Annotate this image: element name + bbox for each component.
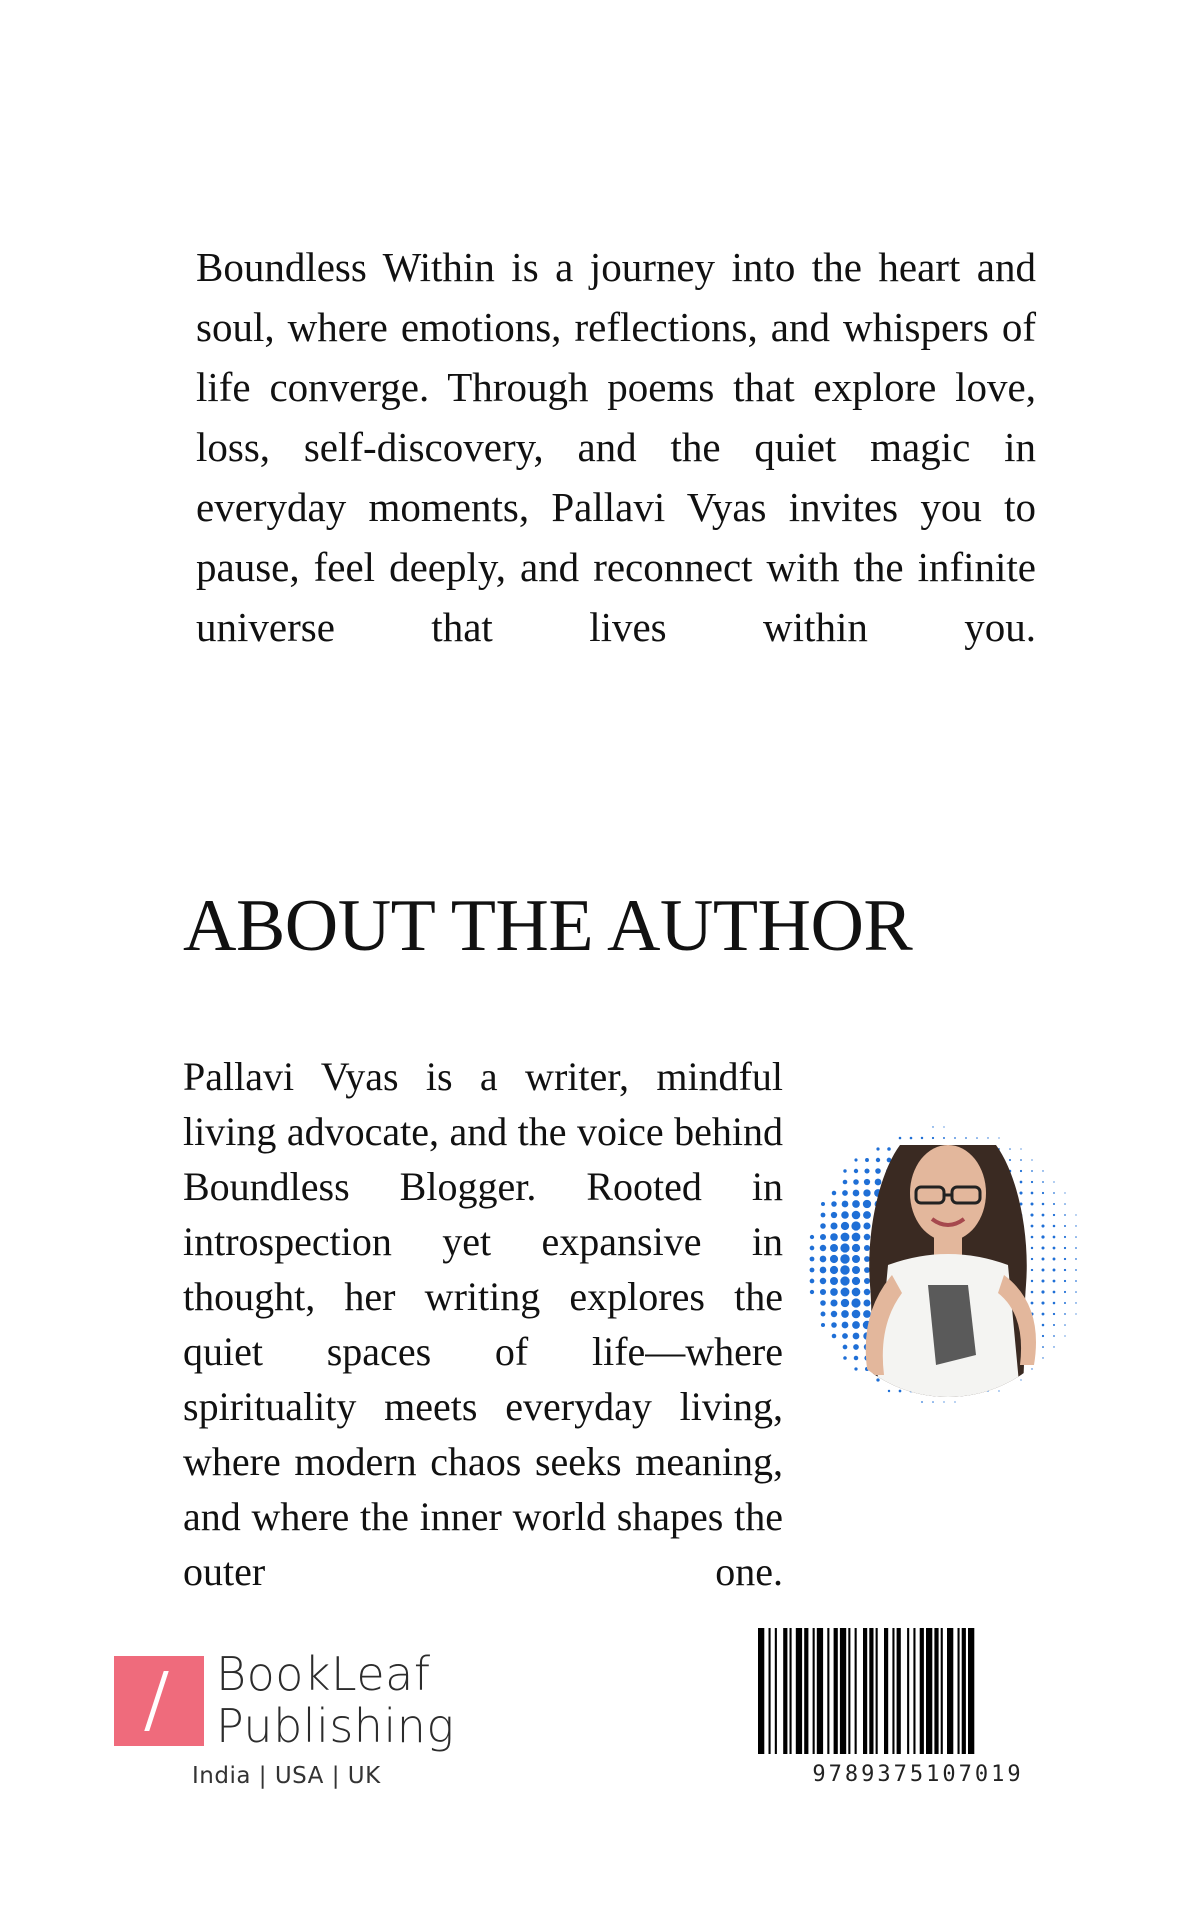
- halftone-dot: [1031, 1181, 1033, 1183]
- halftone-dot: [864, 1289, 870, 1295]
- halftone-dot: [832, 1334, 837, 1339]
- halftone-dot: [810, 1268, 815, 1273]
- halftone-dot: [954, 1137, 956, 1139]
- halftone-dot: [863, 1222, 870, 1229]
- halftone-dot: [852, 1233, 861, 1242]
- publisher-name-line2: Publishing: [216, 1699, 455, 1753]
- halftone-dot: [1031, 1236, 1034, 1239]
- barcode-bar: [934, 1628, 938, 1754]
- halftone-dot: [830, 1288, 838, 1296]
- halftone-dot: [932, 1137, 934, 1139]
- halftone-dot: [841, 1299, 849, 1307]
- halftone-dot: [1053, 1302, 1056, 1305]
- halftone-dot: [851, 1298, 860, 1307]
- halftone-dot: [843, 1180, 848, 1185]
- halftone-dot: [1075, 1280, 1077, 1282]
- halftone-dot: [1053, 1324, 1055, 1326]
- author-portrait-illustration: [808, 1115, 1086, 1415]
- barcode-bar: [962, 1628, 966, 1754]
- barcode-bar: [907, 1628, 909, 1754]
- halftone-dot: [1031, 1170, 1033, 1172]
- halftone-dot: [1041, 1301, 1044, 1304]
- halftone-dot: [1075, 1302, 1076, 1303]
- halftone-dot: [1053, 1181, 1054, 1182]
- barcode-bar: [848, 1628, 850, 1754]
- halftone-dot: [1053, 1335, 1055, 1337]
- halftone-dot: [810, 1235, 814, 1239]
- halftone-dot: [1031, 1280, 1033, 1282]
- halftone-dot: [954, 1401, 955, 1402]
- halftone-dot: [820, 1223, 826, 1229]
- halftone-dot: [852, 1211, 861, 1220]
- halftone-dot: [840, 1265, 849, 1274]
- halftone-dot: [820, 1267, 827, 1274]
- halftone-dot: [1053, 1280, 1056, 1283]
- halftone-dot: [853, 1333, 860, 1340]
- halftone-dot: [1042, 1214, 1045, 1217]
- halftone-dot: [1053, 1346, 1054, 1347]
- halftone-dot: [943, 1401, 944, 1402]
- slash-icon: [144, 1671, 168, 1731]
- halftone-dot: [1041, 1279, 1044, 1282]
- halftone-dot: [1064, 1335, 1065, 1336]
- halftone-dot: [1064, 1247, 1066, 1249]
- halftone-dot: [1053, 1313, 1055, 1315]
- halftone-dot: [1064, 1313, 1066, 1315]
- halftone-dot: [932, 1126, 933, 1127]
- halftone-dot: [1075, 1269, 1077, 1271]
- halftone-dot: [830, 1244, 838, 1252]
- halftone-dot: [852, 1266, 860, 1274]
- halftone-dot: [1075, 1214, 1076, 1215]
- halftone-dot: [998, 1390, 999, 1391]
- barcode-bar: [834, 1628, 838, 1754]
- halftone-dot: [1053, 1214, 1055, 1216]
- barcode-bar: [892, 1628, 894, 1754]
- barcode-bar: [855, 1628, 857, 1754]
- halftone-dot: [1009, 1148, 1011, 1150]
- halftone-dot: [841, 1288, 850, 1297]
- isbn-number: 9789375107019: [812, 1762, 1024, 1787]
- halftone-dot: [832, 1191, 836, 1195]
- halftone-dot: [810, 1279, 815, 1284]
- halftone-dot: [876, 1158, 880, 1162]
- halftone-dot: [843, 1345, 848, 1350]
- halftone-dot: [1042, 1269, 1045, 1272]
- about-author-heading: ABOUT THE AUTHOR: [183, 885, 913, 967]
- barcode-bar: [840, 1628, 846, 1754]
- halftone-dot: [863, 1310, 871, 1318]
- halftone-dot: [1042, 1346, 1044, 1348]
- halftone-dot: [864, 1278, 870, 1284]
- halftone-dot: [1041, 1290, 1044, 1293]
- halftone-dot: [1053, 1269, 1056, 1272]
- barcode-bar: [796, 1628, 802, 1754]
- halftone-dot: [821, 1323, 825, 1327]
- halftone-dot: [831, 1201, 836, 1206]
- halftone-dot: [864, 1245, 870, 1251]
- halftone-dot: [852, 1321, 860, 1329]
- barcode-bar: [827, 1628, 829, 1754]
- halftone-dot: [852, 1277, 860, 1285]
- barcode-bar: [884, 1628, 888, 1754]
- halftone-dot: [831, 1322, 837, 1328]
- halftone-dot: [1031, 1159, 1032, 1160]
- halftone-dot: [840, 1243, 849, 1252]
- halftone-dot: [840, 1276, 849, 1285]
- halftone-dot: [1075, 1291, 1077, 1293]
- halftone-dot: [1042, 1357, 1043, 1358]
- halftone-dot: [1031, 1258, 1033, 1260]
- halftone-dot: [1020, 1181, 1023, 1184]
- halftone-dot: [1053, 1203, 1055, 1205]
- halftone-dot: [1064, 1280, 1066, 1282]
- halftone-dot: [1053, 1192, 1055, 1194]
- halftone-dot: [831, 1311, 837, 1317]
- barcode-bar: [769, 1628, 771, 1754]
- barcode-bar: [775, 1628, 777, 1754]
- halftone-dot: [976, 1137, 978, 1139]
- halftone-dot: [852, 1200, 860, 1208]
- halftone-dot: [1020, 1148, 1021, 1149]
- halftone-dot: [1031, 1192, 1034, 1195]
- halftone-dot: [820, 1245, 826, 1251]
- halftone-dot: [821, 1312, 826, 1317]
- halftone-dot: [821, 1213, 826, 1218]
- halftone-dot: [841, 1211, 849, 1219]
- barcode-bar: [913, 1628, 915, 1754]
- halftone-dot: [830, 1222, 837, 1229]
- halftone-dot: [830, 1277, 838, 1285]
- halftone-dot: [821, 1202, 825, 1206]
- halftone-dot: [1020, 1159, 1022, 1161]
- publisher-name-line1: BookLeaf: [216, 1647, 431, 1701]
- halftone-dot: [1075, 1258, 1077, 1260]
- halftone-dot: [932, 1401, 934, 1403]
- halftone-dot: [1064, 1214, 1066, 1216]
- halftone-dot: [1064, 1258, 1066, 1260]
- halftone-dot: [1075, 1247, 1077, 1249]
- halftone-dot: [843, 1169, 846, 1172]
- halftone-dot: [820, 1278, 826, 1284]
- barcode-bar: [758, 1628, 764, 1754]
- halftone-dot: [852, 1310, 861, 1319]
- halftone-dot: [820, 1256, 827, 1263]
- publisher-logo-text: [216, 1648, 455, 1752]
- barcode-bar: [958, 1628, 960, 1754]
- barcode-bar: [941, 1628, 943, 1754]
- barcode-bars: [758, 1628, 1078, 1754]
- halftone-dot: [863, 1200, 871, 1208]
- halftone-dot: [943, 1126, 944, 1127]
- halftone-dot: [998, 1137, 999, 1138]
- halftone-dot: [1042, 1170, 1043, 1171]
- halftone-dot: [1064, 1324, 1066, 1326]
- halftone-dot: [899, 1390, 902, 1393]
- barcode-bar: [813, 1628, 815, 1754]
- halftone-dot: [1064, 1236, 1066, 1238]
- halftone-dot: [1042, 1192, 1044, 1194]
- halftone-dot: [1064, 1192, 1065, 1193]
- halftone-dot: [987, 1137, 988, 1138]
- halftone-dot: [852, 1244, 860, 1252]
- halftone-dot: [841, 1310, 849, 1318]
- halftone-dot: [1064, 1302, 1066, 1304]
- halftone-dot: [1042, 1313, 1045, 1316]
- halftone-dot: [1041, 1246, 1044, 1249]
- isbn-barcode: [758, 1628, 1078, 1754]
- halftone-dot: [921, 1137, 923, 1139]
- barcode-bar: [926, 1628, 932, 1754]
- halftone-dot: [864, 1256, 870, 1262]
- halftone-dot: [1042, 1203, 1045, 1206]
- halftone-dot: [851, 1221, 860, 1230]
- halftone-dot: [875, 1168, 881, 1174]
- halftone-dot: [1053, 1291, 1056, 1294]
- halftone-dot: [1042, 1258, 1045, 1261]
- halftone-dot: [820, 1300, 826, 1306]
- halftone-dot: [1064, 1225, 1066, 1227]
- back-cover-blurb: Boundless Within is a journey into the heart and soul, where emotions, reflections, and whispers of life converge. Through poems that explore love, loss, self-discovery, and the quiet magic in everyday moments, Pallavi Vyas invites you to pause, feel deeply, and reconnect with the infinite universe that lives within you.: [196, 244, 1036, 650]
- halftone-dot: [1041, 1224, 1044, 1227]
- halftone-dot: [863, 1189, 870, 1196]
- halftone-dot: [840, 1254, 849, 1263]
- halftone-dot: [830, 1255, 838, 1263]
- halftone-dot: [864, 1168, 869, 1173]
- halftone-dot: [887, 1147, 891, 1151]
- halftone-dot: [863, 1211, 871, 1219]
- halftone-dot: [830, 1266, 838, 1274]
- halftone-dot: [841, 1222, 849, 1230]
- barcode-bar: [968, 1628, 974, 1754]
- halftone-dot: [810, 1290, 814, 1294]
- halftone-dot: [843, 1356, 847, 1360]
- halftone-dot: [1053, 1247, 1056, 1250]
- barcode-bar: [876, 1628, 878, 1754]
- halftone-dot: [1020, 1379, 1021, 1380]
- halftone-dot: [1042, 1181, 1044, 1183]
- halftone-dot: [842, 1333, 848, 1339]
- halftone-dot: [820, 1289, 826, 1295]
- halftone-dot: [842, 1190, 848, 1196]
- halftone-dot: [1075, 1236, 1077, 1238]
- bookleaf-logo-mark: [114, 1656, 204, 1746]
- halftone-dot: [831, 1212, 837, 1218]
- halftone-dot: [876, 1378, 879, 1381]
- halftone-dot: [853, 1344, 859, 1350]
- halftone-dot: [853, 1179, 859, 1185]
- halftone-dot: [1030, 1202, 1033, 1205]
- halftone-dot: [921, 1401, 923, 1403]
- halftone-dot: [853, 1190, 860, 1197]
- halftone-dot: [1031, 1368, 1032, 1369]
- halftone-dot: [854, 1356, 859, 1361]
- halftone-dot: [854, 1169, 858, 1173]
- halftone-dot: [852, 1255, 860, 1263]
- barcode-bar: [817, 1628, 823, 1754]
- halftone-dot: [910, 1137, 913, 1140]
- halftone-dot: [876, 1147, 879, 1150]
- halftone-dot: [810, 1246, 815, 1251]
- halftone-dot: [1019, 1191, 1022, 1194]
- halftone-dot: [1042, 1335, 1044, 1337]
- halftone-dot: [1075, 1313, 1076, 1314]
- halftone-dot: [1042, 1324, 1045, 1327]
- halftone-dot: [1030, 1213, 1033, 1216]
- halftone-dot: [1053, 1236, 1056, 1239]
- halftone-dot: [1009, 1159, 1011, 1161]
- author-bio: Pallavi Vyas is a writer, mindful living advocate, and the voice behind Boundless Blogger. Rooted in introspection yet expansive in thought, her writing explores the quiet spaces of life—where spirituality meets everyday living, where modern chaos seeks meaning, and where the inner world shapes the outer one.: [183, 1054, 783, 1594]
- barcode-bar: [947, 1628, 953, 1754]
- halftone-dot: [1041, 1235, 1044, 1238]
- halftone-dot: [1031, 1302, 1034, 1305]
- barcode-bar: [863, 1628, 867, 1754]
- barcode-bar: [790, 1628, 792, 1754]
- halftone-dot: [864, 1179, 870, 1185]
- halftone-dot: [820, 1234, 826, 1240]
- halftone-dot: [1031, 1291, 1034, 1294]
- halftone-dot: [854, 1158, 857, 1161]
- halftone-dot: [1053, 1225, 1056, 1228]
- halftone-dot: [841, 1233, 850, 1242]
- barcode-bar: [869, 1628, 873, 1754]
- halftone-dot: [943, 1137, 945, 1139]
- halftone-dot: [852, 1288, 861, 1297]
- halftone-dot: [854, 1367, 857, 1370]
- halftone-dot: [830, 1233, 838, 1241]
- publisher-regions: India | USA | UK: [192, 1763, 381, 1789]
- halftone-dot: [810, 1257, 815, 1262]
- halftone-dot: [965, 1137, 967, 1139]
- halftone-dot: [842, 1201, 849, 1208]
- halftone-dot: [864, 1267, 870, 1273]
- barcode-bar: [783, 1628, 787, 1754]
- halftone-dot: [1064, 1203, 1066, 1205]
- halftone-dot: [1064, 1269, 1066, 1271]
- halftone-dot: [830, 1299, 837, 1306]
- author-photo: [808, 1115, 1086, 1415]
- halftone-dot: [1031, 1225, 1034, 1228]
- halftone-dot: [1031, 1247, 1033, 1249]
- halftone-dot: [1075, 1225, 1076, 1226]
- halftone-dot: [863, 1299, 870, 1306]
- halftone-dot: [1053, 1258, 1056, 1261]
- halftone-dot: [888, 1390, 890, 1392]
- halftone-dot: [1031, 1269, 1033, 1271]
- halftone-dot: [865, 1158, 869, 1162]
- barcode-bar: [804, 1628, 808, 1754]
- halftone-dot: [864, 1234, 871, 1241]
- halftone-dot: [1020, 1170, 1022, 1172]
- halftone-dot: [1064, 1291, 1066, 1293]
- barcode-bar: [897, 1628, 901, 1754]
- halftone-dot: [875, 1179, 882, 1186]
- halftone-dot: [842, 1322, 849, 1329]
- barcode-bar: [920, 1628, 924, 1754]
- halftone-dot: [899, 1137, 902, 1140]
